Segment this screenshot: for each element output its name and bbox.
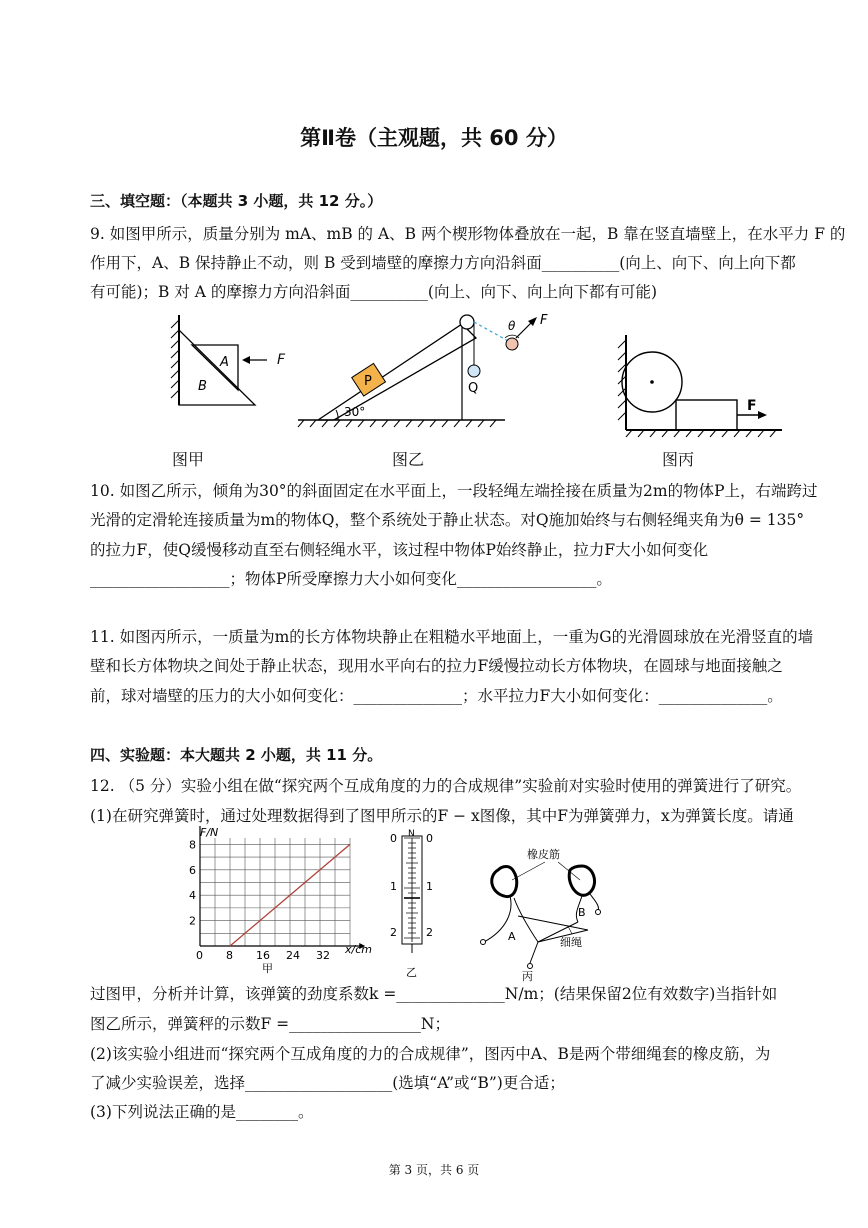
- rubber-caption: 丙: [522, 970, 533, 982]
- q9-line-2: 作用下，A、B 保持静止不动，则 B 受到墙壁的摩擦力方向沿斜面__________(向上、向下、向上向下都: [90, 254, 796, 272]
- x-axis-label: x/cm: [345, 943, 372, 956]
- scale-top-left: 0: [390, 832, 397, 845]
- y-tick-label: 4: [189, 889, 196, 903]
- q12-line-7: (3)下列说法正确的是________。: [90, 1103, 314, 1121]
- caption-bing: 图丙: [662, 450, 695, 469]
- q12-line-2: (1)在研究弹簧时，通过处理数据得到了图甲所示的F − x图像，其中F为弹簧弹力，x为弹簧长度。请通: [90, 807, 794, 825]
- x-tick-label: 24: [286, 949, 300, 962]
- label-a: A: [220, 355, 229, 370]
- q9-line-1: 9. 如图甲所示，质量分别为 mA、mB 的 A、B 两个楔形物体叠放在一起，B 靠在竖直墙壁上，在水平力 F 的: [90, 225, 846, 243]
- x-tick-label: 32: [316, 949, 330, 962]
- scale-caption: 乙: [406, 966, 417, 979]
- scale-bot-right: 2: [426, 926, 433, 939]
- figure-jia: [165, 310, 275, 420]
- y-tick-label: 8: [189, 838, 196, 852]
- label-theta: θ: [508, 319, 516, 333]
- q12-line-5: (2)该实验小组进而“探究两个互成角度的力的合成规律”，图丙中A、B是两个带细绳套的橡皮筋，为: [90, 1045, 771, 1063]
- x-tick-label: 8: [226, 949, 233, 962]
- label-p: P: [364, 374, 372, 389]
- label-a-rubber: A: [508, 930, 516, 943]
- label-b-rubber: B: [578, 906, 586, 919]
- label-angle: 30°: [344, 405, 366, 419]
- label-rubber: 橡皮筋: [527, 848, 560, 861]
- chart-caption: 甲: [262, 962, 273, 975]
- x-tick-label: 0: [196, 949, 203, 962]
- label-string: 细绳: [560, 936, 582, 949]
- q9-line-3: 有可能)；B 对 A 的摩擦力方向沿斜面__________(向上、向下、向上向下都有可能): [90, 283, 658, 301]
- spring-scale-figure: [386, 828, 446, 980]
- scale-mid-left: 1: [390, 880, 397, 893]
- q11-line-2: 壁和长方体物块之间处于静止状态，现用水平向右的拉力F缓慢拉动长方体物块，在圆球与地面接触之: [90, 657, 783, 675]
- section-4-heading: 四、实验题：本大题共 2 小题，共 11 分。: [90, 746, 383, 764]
- rubber-band-figure: [470, 842, 620, 982]
- label-b: B: [198, 379, 207, 394]
- scale-bot-left: 2: [390, 926, 397, 939]
- caption-jia: 图甲: [172, 450, 205, 469]
- label-q: Q: [468, 381, 479, 396]
- figure-yi: [290, 310, 570, 430]
- q11-line-1: 11. 如图丙所示，一质量为m的长方体物块静止在粗糙水平地面上，一重为G的光滑圆球放在光滑竖直的墙: [90, 628, 814, 646]
- x-tick-label: 16: [256, 949, 270, 962]
- q12-line-3: 过图甲，分析并计算，该弹簧的劲度系数k =______________N/m；(结果保留2位有效数字)当指针如: [90, 985, 778, 1003]
- q12-line-4: 图乙所示，弹簧秤的示数F =_________________N；: [90, 1015, 450, 1033]
- label-f-yi: F: [540, 313, 548, 328]
- chart-grid: [200, 838, 350, 946]
- q12-line-6: 了减少实验误差，选择___________________(选填“A”或“B”)更合适；: [90, 1074, 565, 1092]
- y-tick-label: 2: [189, 914, 196, 928]
- label-f-jia: F: [277, 352, 286, 368]
- q10-line-1: 10. 如图乙所示，倾角为30°的斜面固定在水平面上，一段轻绳左端拴接在质量为2m的物体P上，右端跨过: [90, 482, 818, 500]
- caption-yi: 图乙: [392, 450, 425, 469]
- y-axis-label: F/N: [200, 826, 219, 839]
- y-tick-label: 6: [189, 863, 196, 877]
- q11-line-3: 前，球对墙壁的压力的大小如何变化：______________；水平拉力F大小如何变化：______________。: [90, 687, 783, 705]
- scale-mid-right: 1: [426, 880, 433, 893]
- q10-line-3: 的拉力F，使Q缓慢移动直至右侧轻绳水平，该过程中物体P始终静止，拉力F大小如何变化: [90, 541, 709, 559]
- scale-top-right: 0: [426, 832, 433, 845]
- q12-line-1: 12. （5 分）实验小组在做“探究两个互成角度的力的合成规律”实验前对实验时使用的弹簧进行了研究。: [90, 777, 802, 795]
- fx-chart: [182, 826, 382, 976]
- label-f-bing: F: [747, 398, 757, 414]
- scale-unit: N: [408, 829, 415, 839]
- page-title: 第Ⅱ卷（主观题，共 60 分）: [300, 126, 568, 150]
- q10-line-4: __________________；物体P所受摩擦力大小如何变化__________________。: [90, 570, 612, 588]
- figure-bing: [612, 330, 792, 440]
- page-footer: 第 3 页，共 6 页: [388, 1163, 480, 1177]
- section-3-heading: 三、填空题：（本题共 3 小题，共 12 分。）: [90, 192, 383, 210]
- q10-line-2: 光滑的定滑轮连接质量为m的物体Q，整个系统处于静止状态。对Q施加始终与右侧轻绳夹角为θ = 135°: [90, 511, 805, 529]
